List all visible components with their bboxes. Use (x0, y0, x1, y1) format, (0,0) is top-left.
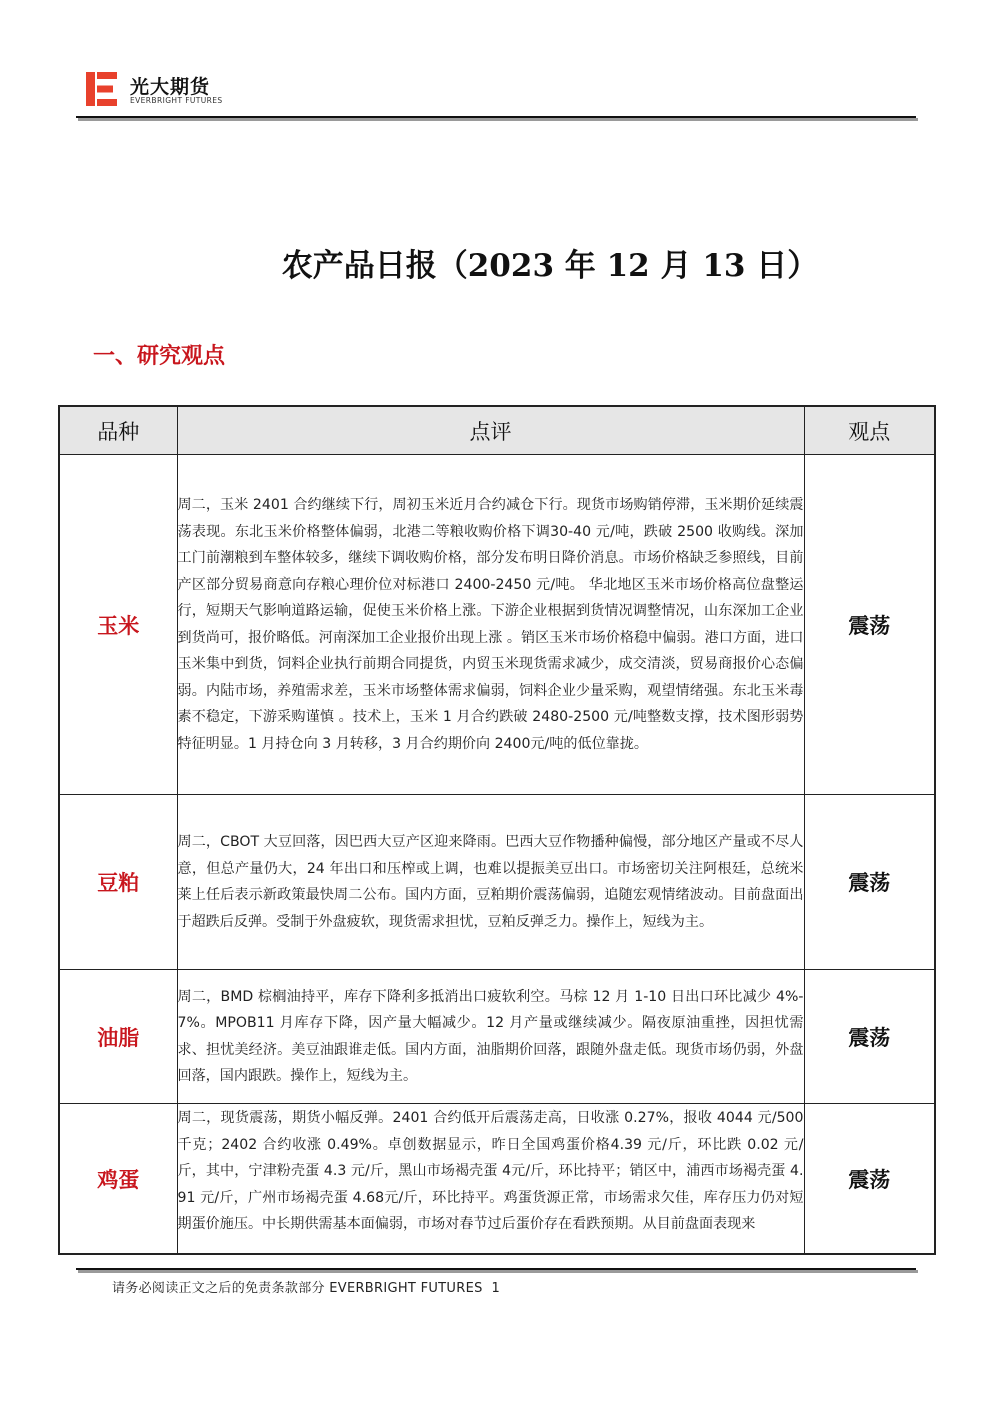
comment-cell (177, 970, 804, 1104)
section-heading: 一、研究观点 (93, 343, 226, 369)
comment-text: 周二，CBOT 大豆回落，因巴西大豆产区迎来降雨。巴西大豆作物播种偏慢，部分地区产量或不尽人意，但总产量仍大，24 年出口和压榨或上调，也难以提振美豆出口。市场密切关注阿根廷，总统米莱上任后表示新政策最快周二公布。国内方面，豆粕期价震荡偏弱，追随宏观情绪波动。目前盘面出于超跌后反弹。受制于外盘疲软，现货需求担忧，豆粕反弹乏力。操作上，短线为主。 (177, 834, 804, 930)
comment-clip (178, 1105, 804, 1252)
comment-text: 周二，玉米 2401 合约继续下行，周初玉米近月合约减仓下行。现货市场购销停滞，玉米期价延续震荡表现。东北玉米价格整体偏弱，北港二等粮收购价格下调30-40 元/吨，跌破 2500 收购线。深加工门前潮粮到车整体较多，继续下调收购价格，部分发布明日降价消息。市场价格缺乏参照线，目前产区部分贸易商意向存粮心理价位对标港口 2400-2450 元/吨。 华北地区玉米市场价格高位盘整运行，短期天气影响道路运输，促使玉米价格上涨。下游企业根据到货情况调整情况，山东深加工企业到货尚可，报价略低。河南深加工企业报价出现上涨 。销区玉米市场价格稳中偏弱。港口方面，进口玉米集中到货，饲料企业执行前期合同提货，内贸玉米现货需求减少，成交清淡，贸易商报价心态偏弱。内陆市场，养殖需求差，玉米市场整体需求偏弱，饲料企业少量采购，观望情绪强。东北玉米毒素不稳定，下游采购谨慎 。技术上，玉米 1 月合约跌破 2480-2500 元/吨整数支撑，技术图形弱势特征明显。1 月持仓向 3 月转移，3 月合约期价向 2400元/吨的低位靠拢。 (177, 497, 804, 752)
comment-text: 周二，BMD 棕榈油持平，库存下降利多抵消出口疲软利空。马棕 12 月 1-10 日出口环比减少 4%-7%。MPOB11 月库存下降，因产量大幅减少。12 月产量或继续减少。隔夜原油重挫，因担忧需求、担忧美经济。美豆油跟谁走低。国内方面，油脂期价回落，跟随外盘走低。现货市场仍弱，外盘回落，国内跟跌。操作上，短线为主。 (177, 988, 804, 1084)
variety-cell: 玉米 (59, 455, 177, 795)
table-row (59, 970, 935, 1104)
table-row (59, 795, 935, 970)
variety-cell: 鸡蛋 (59, 1104, 177, 1255)
variety-cell: 豆粕 (59, 795, 177, 970)
everbright-logo-icon (86, 72, 120, 106)
report-title: 农产品日报（2023 年 12 月 13 日） (281, 248, 819, 284)
table-header-row (59, 406, 935, 455)
research-view-table (58, 405, 936, 1255)
logo-chinese-name: 光大期货 (130, 76, 211, 98)
footer-divider-shadow (78, 1270, 918, 1273)
company-logo (86, 72, 246, 106)
page-number: 1 (491, 1281, 501, 1296)
header-variety: 品种 (59, 406, 177, 455)
table-row (59, 455, 935, 795)
view-cell: 震荡 (804, 970, 935, 1104)
comment-cell (177, 795, 804, 970)
header-view: 观点 (804, 406, 935, 455)
footer (112, 1277, 500, 1296)
disclaimer-note: 请务必阅读正文之后的免责条款部分 EVERBRIGHT FUTURES (112, 1281, 483, 1296)
comment-cell (177, 1104, 804, 1255)
view-cell: 震荡 (804, 1104, 935, 1255)
logo-english-name: EVERBRIGHT FUTURES (130, 96, 223, 105)
table-row (59, 1104, 935, 1255)
comment-cell (177, 455, 804, 795)
header-comment: 点评 (177, 406, 804, 455)
header-divider-shadow (78, 118, 918, 121)
comment-text: 周二，现货震荡，期货小幅反弹。2401 合约低开后震荡走高，日收涨 0.27%，报收 4044 元/500 千克；2402 合约收涨 0.49%。卓创数据显示，昨日全国鸡蛋价格4.39 元/斤，环比跌 0.02 元/斤，其中，宁津粉壳蛋 4.3 元/斤，黑山市场褐壳蛋 4元/斤，环比持平；销区中，浦西市场褐壳蛋 4.91 元/斤，广州市场褐壳蛋 4.68元/斤，环比持平。鸡蛋货源正常，市场需求欠佳，库存压力仍对短期蛋价施压。中长期供需基本面偏弱，市场对春节过后蛋价存在看跌预期。从目前盘面表现来 (177, 1110, 804, 1232)
view-cell: 震荡 (804, 455, 935, 795)
variety-cell: 油脂 (59, 970, 177, 1104)
view-cell: 震荡 (804, 795, 935, 970)
